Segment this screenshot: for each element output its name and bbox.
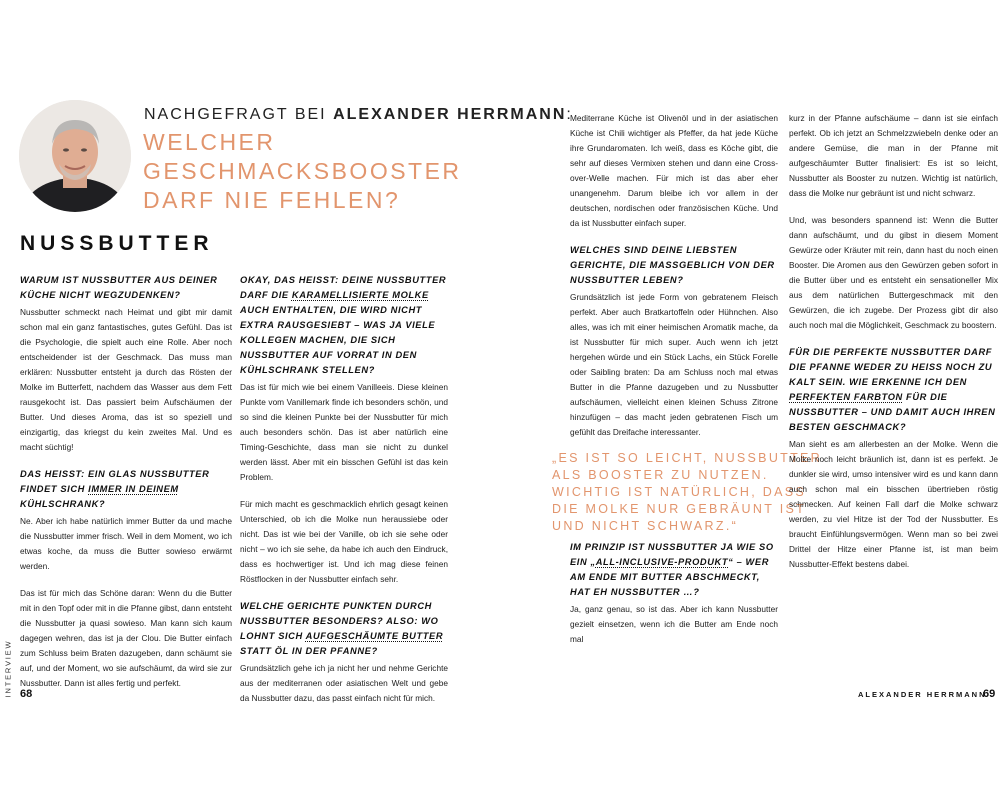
question: WELCHE GERICHTE PUNKTEN DURCH NUSSBUTTER BESONDERS? ALSO: WO LOHNT SICH AUFGESCHÄUMTE BUTTER STATT ÖL IN DER PFANNE? [240, 601, 444, 656]
portrait-illustration [19, 100, 131, 212]
question: IM PRINZIP IST NUSSBUTTER JA WIE SO EIN „ALL-INCLUSIVE-PRODUKT“ – WER AM ENDE MIT BUTTER ABSCHMECKT, HAT EH NUSSBUTTER …? [570, 542, 774, 597]
question: FÜR DIE PERFEKTE NUSSBUTTER DARF DIE PFANNE WEDER ZU HEISS NOCH ZU KALT SEIN. WIE ERKENNE ICH DEN PERFEKTEN FARBTON FÜR DIE NUSSBUTTER – UND DAMIT AUCH IHREN BESTEN GESCHMACK? [789, 347, 996, 432]
quote-line: ALS BOOSTER ZU NUTZEN. [552, 468, 769, 482]
pull-quote [552, 450, 822, 535]
answer: Man sieht es am allerbesten an der Molke. Wenn die Molke noch leicht bräunlich ist, dann ist es perfekt. Je dunkler sie wird, umso intensiver wird es und kann dann auch schon mal ein bisschen übertrieben röstig schmecken. Auf keinen Fall darf die Molke schwarz werden, zu viel Hitze ist der Tod der Nussbutter. Es braucht Einfühlungsvermögen. Wenn man so bei zwei Drittel der Hitze einer Pfanne ist, ist man beim Nussbutter-Effekt bestens dabei. [789, 439, 998, 569]
answer: Das ist für mich wie bei einem Vanilleeis. Diese kleinen Punkte vom Vanillemark finde ich besonders schön, und so sind die kleinen Punkte bei der Nussbutter für mich auch besonders schön. Das ist aber natürlich eine Timing-Geschichte, dass man sie nicht zu dunkel werden lässt. Aber mit ein bisschen Gefühl ist das kein Problem. [240, 382, 448, 482]
column-4 [789, 111, 998, 584]
quote-line: UND NICHT SCHWARZ.“ [552, 519, 739, 533]
question: DAS HEISST: EIN GLAS NUSSBUTTER FINDET SICH IMMER IN DEINEM KÜHLSCHRANK? [20, 469, 210, 509]
headline-line: WELCHER [143, 129, 276, 155]
question: WELCHES SIND DEINE LIEBSTEN GERICHTE, DIE MASSGEBLICH VON DER NUSSBUTTER LEBEN? [570, 245, 775, 285]
question: WARUM IST NUSSBUTTER AUS DEINER KÜCHE NICHT WEGZUDENKEN? [20, 275, 218, 300]
page-number-right: 69 [983, 688, 996, 700]
answer: Mediterrane Küche ist Olivenöl und in der asiatischen Küche ist Chili wichtiger als Pfeffer, da hat jede Küche ihre Grundaromaten. Ich weiß, dass es Köche gibt, die sehr auf dieses Vermixen stehen und dann eine Cross-over-Welle machen. Für mich ist das aber eher unangenehm. Darum bleibe ich vor allem in der deutschen, nordischen oder französischen Küche. Und da ist Nussbutter einfach super. [570, 113, 778, 228]
column-1 [20, 273, 232, 703]
side-section-label: INTERVIEW [3, 639, 13, 698]
headline [143, 128, 483, 215]
headline-line: DARF NIE FEHLEN? [143, 187, 401, 213]
section-title: NUSSBUTTER [20, 232, 214, 255]
question: OKAY, DAS HEISST: DEINE NUSSBUTTER DARF DIE KARAMELLISIERTE MOLKE AUCH ENTHALTEN, DIE WIRD NICHT EXTRA RAUSGESIEBT – WAS JA VIELE KOLLEGEN MACHEN, DIE SICH NUSSBUTTER AUF VORRAT IN DEN KÜHLSCHRANK STELLEN? [240, 275, 447, 375]
answer: Nussbutter schmeckt nach Heimat und gibt mir damit schon mal ein ganz fantastisches, gutes Gefühl. Das ist die Psychologie, die spielt auch eine Rolle. Aber noch entscheidender ist der Geschmack. Das muss man erklären: Nussbutter entsteht ja durch das Rösten der Molke im Butterfett, nachdem das Wasser aus dem Fett rausgekocht ist. Das passiert beim Aufschäumen der Butter. Und dieses Aroma, das ist so speziell und einzigartig, das kriegst du kein zweites Mal. Und es macht süchtig! [20, 307, 232, 452]
answer: Und, was besonders spannend ist: Wenn die Butter dann aufschäumt, und du gibst in diesem Moment Gewürze oder Kräuter mit rein, dann hast du noch einen Booster. Die Aromen aus den Gewürzen geben sofort in die Butter über und es entsteht ein sensationeller Mix aus dem natürlichen Buttergeschmack mit den Gewürzen, die ich zugebe. Der Prozess gibt dir also auch noch mal die Möglichkeit, Geschmack zu boostern. [789, 215, 998, 330]
column-3 [570, 111, 778, 452]
answer: Für mich macht es geschmacklich ehrlich gesagt keinen Unterschied, ob ich die Molke nun heraussiebe oder nicht. Das ist wie bei der Vanille, ob ich sie sehe oder nicht – wo ich sie sehe, da habe ich auch den Eindruck, dass es hochwertiger ist. Und ich mag diese feinen Röstflocken in der Nussbutter einfach sehr. [240, 499, 448, 584]
quote-line: WICHTIG IST NATÜRLICH, DASS [552, 485, 807, 499]
answer: kurz in der Pfanne aufschäume – dann ist sie einfach perfekt. Ob ich jetzt an Schmelzzwiebeln denke oder an andere Gemüse, die man in der Pfanne mit aufgeschäumter Butter finalisiert: Es ist so leicht, Nussbutter als Booster zu nutzen. Wichtig ist natürlich, dass die Molke nur gebräunt ist und nicht schwarz. [789, 113, 998, 198]
page-number-left: 68 [20, 688, 33, 700]
column-2 [240, 273, 448, 718]
interviewee-name: ALEXANDER HERRMANN [333, 106, 567, 123]
quote-line: DIE MOLKE NUR GEBRÄUNT IST [552, 502, 807, 516]
answer: Grundsätzlich ist jede Form von gebratenem Fleisch perfekt. Aber auch Bratkartoffeln oder Hühnchen. Also alles, was ich mit einer heimischen Aromatik mache, da ist Nussbutter für mich super. Auch wenn ich jetzt hergehen würde und ein Stück Lachs, ein Stück Forelle oder Saibling braten: Da am Schluss noch mal etwas Butter in die Pfanne dazugeben und zu Nussbutter aufschäumen, vielleicht einen kleinen Schuss Zitrone hinzufügen – das macht jeden gebratenen Fisch um gefühlt das Dreifache interessanter. [570, 292, 778, 437]
intro-line: NACHGEFRAGT BEI ALEXANDER HERRMANN: [144, 106, 573, 123]
answer: Ne. Aber ich habe natürlich immer Butter da und mache die Nussbutter immer frisch. Weil in dem Moment, wo ich etwas koche, da muss die Butter sowieso erwärmt werden. [20, 516, 232, 571]
portrait-photo [19, 100, 131, 212]
column-3-lower [570, 540, 778, 659]
quote-line: „ES IST SO LEICHT, NUSSBUTTER [552, 451, 822, 465]
running-head: ALEXANDER HERRMANN [858, 690, 987, 699]
answer: Ja, ganz genau, so ist das. Aber ich kann Nussbutter gezielt einsetzen, wenn ich die Butter am Ende noch mal [570, 604, 778, 644]
answer: Das ist für mich das Schöne daran: Wenn du die Butter mit in den Topf oder mit in die Pfanne gibst, dann entsteht die Nussbutter ja quasi sowieso. Man kann sich kaum dagegen wehren, das ist ja der Clou. Die Butter einfach zum Schluss beim Braten dazugeben, dann schäumt sie auf, und der Moment, wo sie aufschäumt, da wird sie zur Nussbutter. Dann ist alles fertig und perfekt. [20, 588, 232, 688]
answer: Grundsätzlich gehe ich ja nicht her und nehme Gerichte aus der mediterranen oder asiatischen Welt und gebe da Nussbutter dazu, das passt einfach nicht für mich. [240, 663, 448, 703]
headline-line: GESCHMACKSBOOSTER [143, 158, 462, 184]
